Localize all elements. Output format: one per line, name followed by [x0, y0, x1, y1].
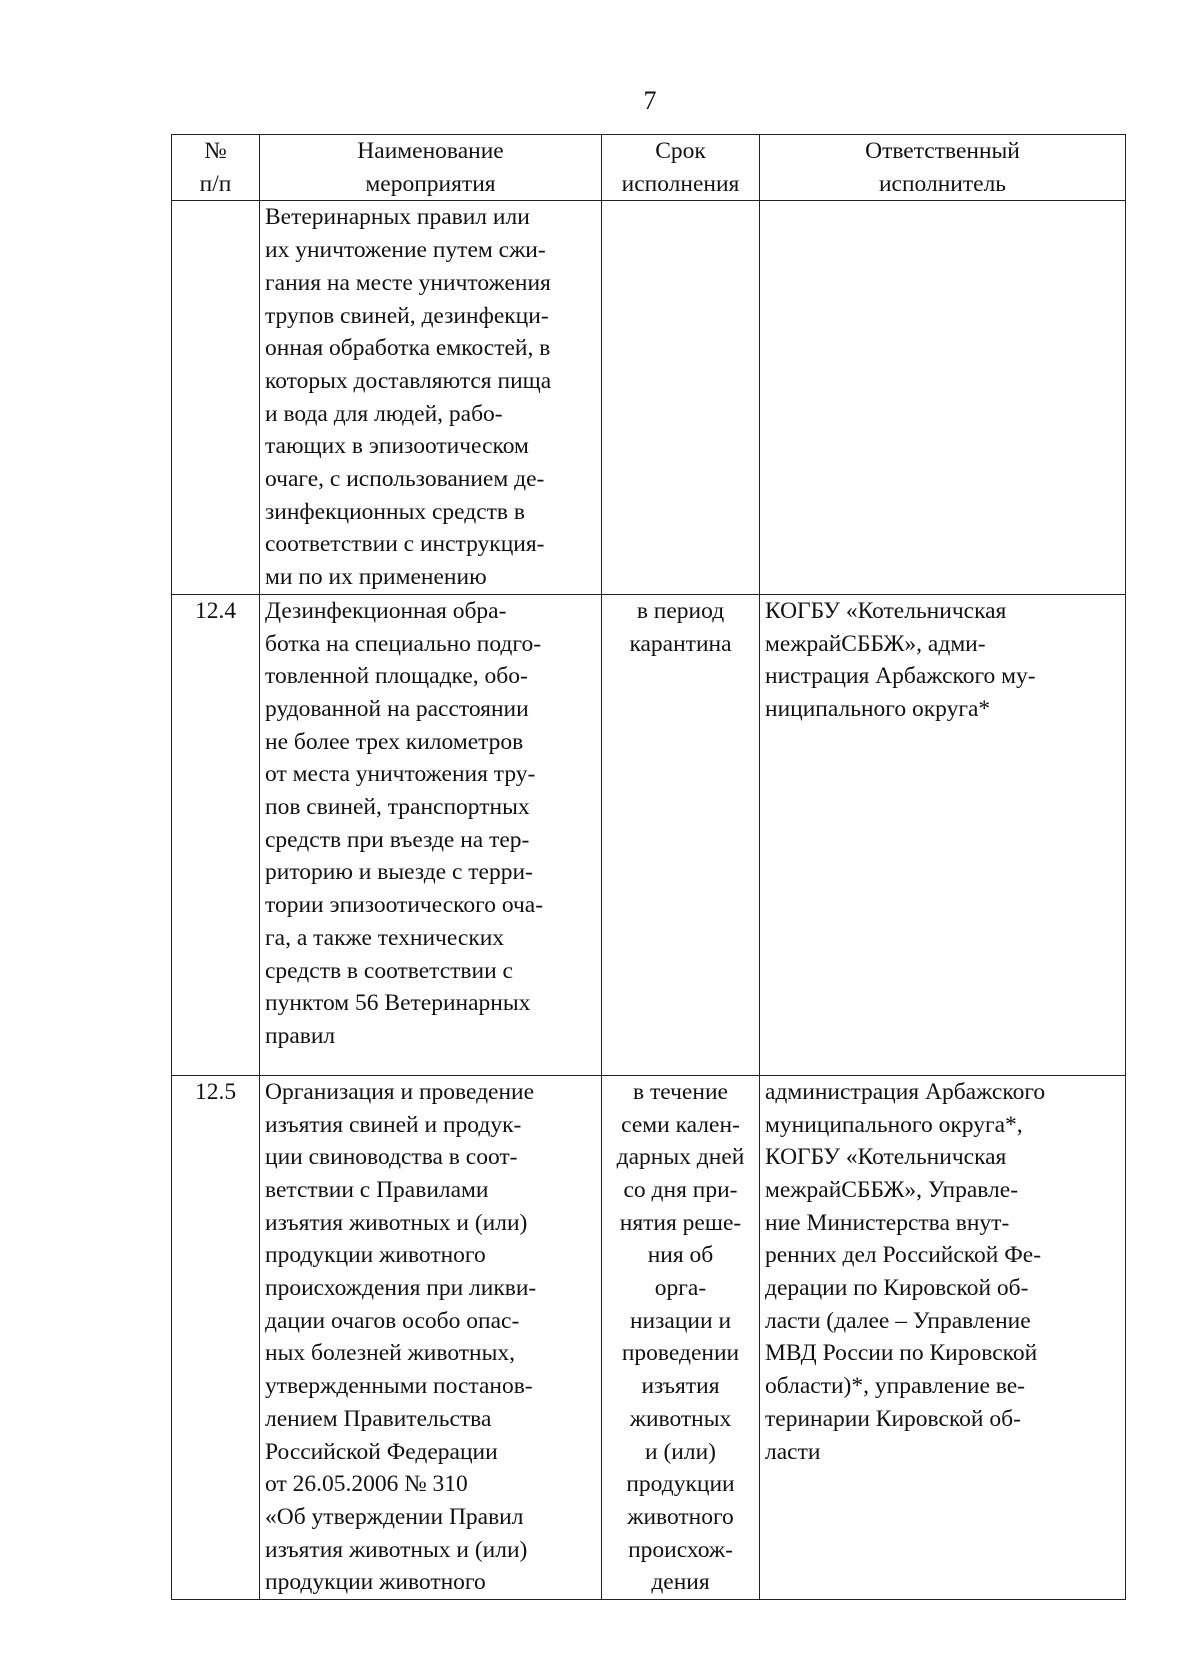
row-term	[602, 201, 760, 594]
page-number: 7	[643, 86, 657, 115]
header-term: Срок исполнения	[602, 135, 760, 201]
row-number: 12.5	[172, 1075, 260, 1599]
row-measure: Организация и проведение изъятия свиней и продук- ции свиноводства в соот- ветствии с Правилами изъятия животных и (или) продукции животного происхождения при ликви- дации очагов особо опас- ных болезней животных, утвержденными постанов- лением Правительства Российской Федерации от 26.05.2006 № 310 «Об утверждении Правил изъятия животных и (или) продукции животного	[260, 1075, 602, 1599]
row-executor: администрация Арбажского муниципального округа*, КОГБУ «Котельничская межрайСББЖ», Управле- ние Министерства внут- ренних дел Российской Фе- дерации по Кировской об- ласти (далее – Управление МВД России по Кировской области)*, управление ве- теринарии Кировской об- ласти	[760, 1075, 1126, 1599]
row-executor: КОГБУ «Котельничская межрайСББЖ», адми- нистрация Арбажского му- ниципального округа*	[760, 594, 1126, 1075]
row-number	[172, 201, 260, 594]
row-measure: Ветеринарных правил или их уничтожение путем сжи- гания на месте уничтожения трупов свиней, дезинфекци- онная обработка емкостей, в которых доставляются пища и вода для людей, рабо- тающих в эпизоотическом очаге, с использованием де- зинфекционных средств в соответствии с инструкция- ми по их применению	[260, 201, 602, 594]
table-row	[172, 201, 1126, 594]
table-row	[172, 594, 1126, 1075]
table-header-row	[172, 135, 1126, 201]
row-number: 12.4	[172, 594, 260, 1075]
row-measure: Дезинфекционная обра- ботка на специально подго- товленной площадке, обо- рудованной на расстоянии не более трех километров от места уничтожения тру- пов свиней, транспортных средств при въезде на тер- риторию и выезде с терри- тории эпизоотического оча- га, а также технических средств в соответствии с пунктом 56 Ветеринарных правил	[260, 594, 602, 1075]
row-executor	[760, 201, 1126, 594]
table-row	[172, 1075, 1126, 1599]
measures-table	[171, 134, 1126, 1600]
row-term: в течение семи кален- дарных дней со дня при- нятия реше- ния об орга- низации и проведении изъятия животных и (или) продукции животного происхож- дения	[602, 1075, 760, 1599]
header-measure: Наименование мероприятия	[260, 135, 602, 201]
row-term: в период карантина	[602, 594, 760, 1075]
header-executor: Ответственный исполнитель	[760, 135, 1126, 201]
header-number: № п/п	[172, 135, 260, 201]
